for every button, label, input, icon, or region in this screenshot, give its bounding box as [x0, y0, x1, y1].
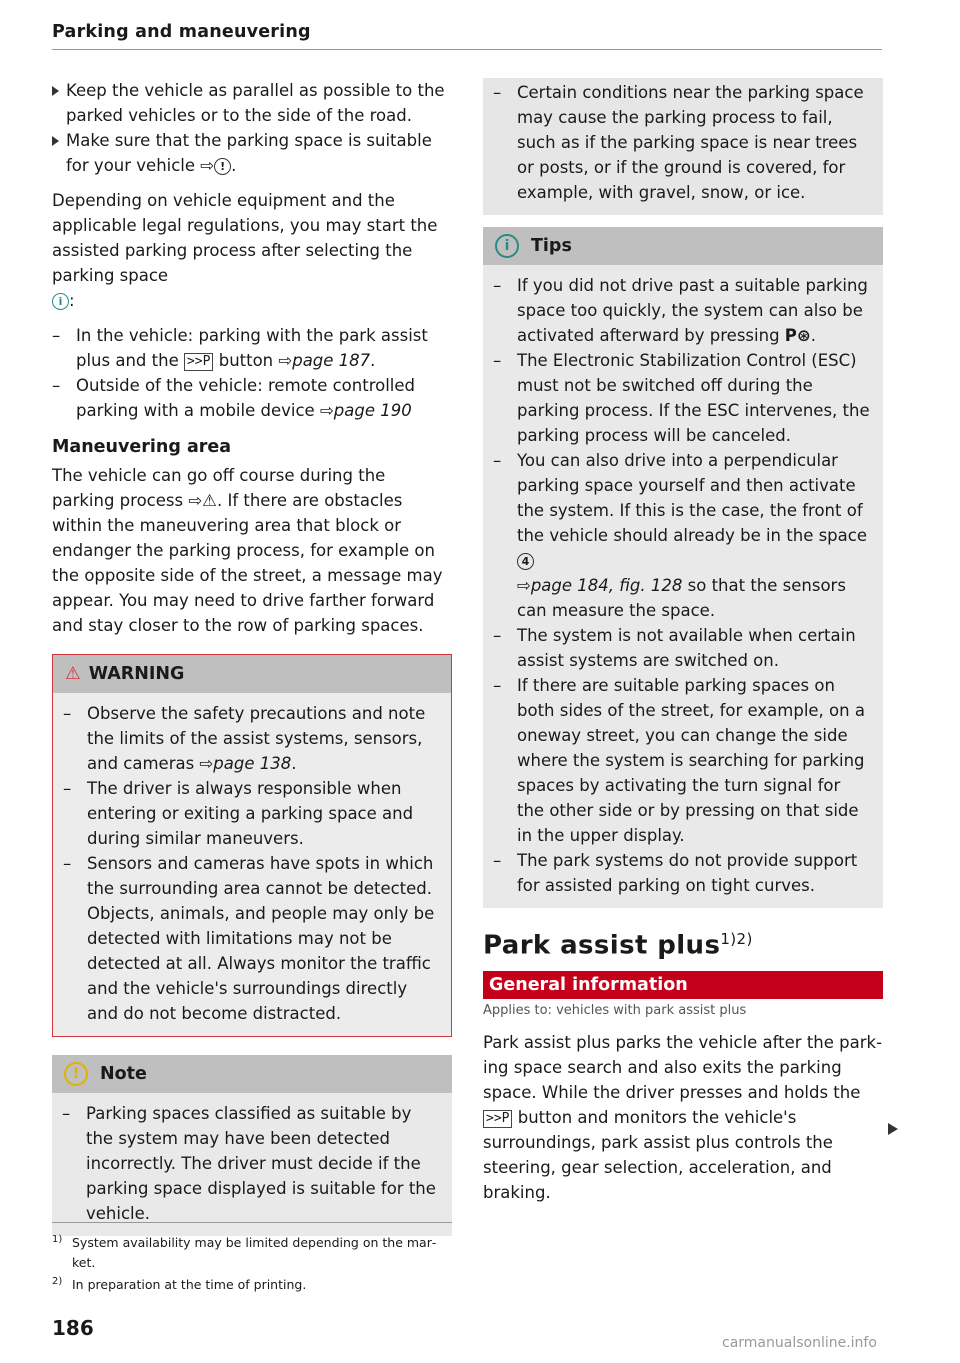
dash-mark: –: [493, 451, 502, 470]
dash-mark: –: [493, 83, 502, 102]
dash-mark: –: [52, 376, 61, 395]
page-link[interactable]: page 187: [292, 351, 371, 370]
dash-mark: –: [52, 326, 61, 345]
item-text: Sensors and cameras have spots in which the surrounding area cannot be detected. Objects, animals, and people may only be detected with limitations may not be detected at all. Always monitor the traffic and the vehicle's surroundings directly and do not become distracted.: [87, 854, 435, 1023]
header-title: Parking and maneuvering: [52, 22, 311, 42]
dash-mark: –: [493, 351, 502, 370]
footnotes: [52, 1222, 452, 1297]
watermark: carmanualsonline.info: [722, 1335, 877, 1351]
item-text: You can also drive into a perpendicular parking space yourself and then activate the system. If this is the case, the front of the vehicle should already be in the space: [517, 451, 867, 545]
dash-mark: –: [63, 704, 72, 723]
page-link[interactable]: page 138: [213, 754, 292, 773]
paragraph: [483, 1030, 883, 1205]
paragraph: [52, 463, 452, 638]
item-text: The Electronic Stabilization Control (ESC) must not be switched off during the parking process. If the ESC intervenes, the parking process will be canceled.: [517, 351, 870, 445]
warning-ref-icon[interactable]: ⚠: [202, 491, 217, 510]
warning-body: [52, 693, 452, 1037]
item-text: In the vehicle: parking with the park assist plus and the: [76, 326, 428, 370]
item-text: If there are suitable parking spaces on both sides of the street, for example, on a oneway street, you can change the side where the system is searching for parking spaces by activating the turn signal for the other side or by pressing on that side in the upper display.: [517, 676, 865, 845]
paragraph: [52, 188, 452, 313]
footnote-text: System availability may be limited depending on the market.: [72, 1235, 437, 1270]
list-item: [63, 701, 439, 776]
item-end: .: [810, 326, 816, 345]
dash-mark: –: [62, 1104, 71, 1123]
footnote: [52, 1233, 452, 1273]
note-header: [52, 1055, 452, 1093]
dash-mark: –: [493, 676, 502, 695]
bullet-item: Keep the vehicle as parallel as possible to the parked vehicles or to the side of the road.: [52, 78, 452, 128]
right-column: [483, 78, 883, 1205]
warning-triangle-icon: ⚠: [65, 664, 81, 684]
applies-to-note: Applies to: vehicles with park assist plus: [483, 1002, 747, 1018]
heading-text: Park assist plus: [483, 930, 721, 961]
section-subheading: Maneuvering area: [52, 437, 232, 457]
item-text: The park systems do not provide support for assisted parking on tight curves.: [517, 851, 858, 895]
para-text: . If there are obstacles within the maneuvering area that block or endanger the parking process, for example on the opposite side of the street, a message may appear. You may need to drive farther forward and stay closer to the row of parking spaces.: [52, 491, 443, 635]
warning-header: [52, 654, 452, 693]
list-item: [63, 851, 439, 1026]
list-item: [62, 1101, 440, 1226]
condition-box: [483, 78, 883, 215]
list-item: [493, 80, 871, 205]
tips-title: Tips: [531, 236, 572, 256]
para-text: Depending on vehicle equipment and the applicable legal regulations, you may start the assisted parking process after selecting the parking space: [52, 191, 438, 285]
figure-callout-icon: 4: [517, 553, 534, 570]
list-item: [493, 623, 871, 673]
list-item: [52, 323, 452, 373]
dash-mark: –: [493, 626, 502, 645]
bullet-end: .: [231, 156, 237, 175]
info-icon: i: [495, 234, 519, 258]
footnote: [52, 1275, 452, 1295]
dash-mark: –: [63, 854, 72, 873]
continue-arrow-icon: [888, 1123, 898, 1135]
section-heading: [483, 930, 883, 961]
dash-mark: –: [493, 851, 502, 870]
note-exclamation-icon: !: [64, 1062, 88, 1086]
para-text: button and monitors the vehicle's surroundings, park assist plus controls the steering, gear selection, acceleration, and braking.: [483, 1107, 833, 1202]
warning-title: WARNING: [88, 664, 185, 684]
note-box: [52, 1055, 452, 1236]
park-assist-button-symbol: P⊛: [784, 326, 811, 345]
item-text: ⇨: [517, 576, 531, 595]
page-number: 186: [52, 1316, 94, 1340]
info-ref-icon[interactable]: i: [52, 293, 69, 310]
page-link[interactable]: page 184, fig. 128: [530, 576, 683, 595]
tips-header: [483, 227, 883, 265]
warning-box: [52, 654, 452, 1037]
para-text: The vehicle can go off course during the parking process ⇨: [52, 466, 386, 510]
item-end: .: [291, 754, 297, 773]
item-text: If you did not drive past a suitable parking space too quickly, the system can also be activated afterward by pressing: [517, 276, 868, 345]
page-header: [52, 22, 882, 50]
item-end: .: [370, 351, 376, 370]
item-text: Outside of the vehicle: remote controlled parking with a mobile device ⇨: [76, 376, 416, 420]
left-column: [52, 78, 452, 1236]
footnote-mark: 1): [52, 1234, 63, 1245]
list-item: [493, 673, 871, 848]
footnote-mark: 2): [52, 1276, 63, 1287]
para-end: :: [69, 291, 75, 310]
tips-box: [483, 227, 883, 908]
heading-footnote-marks: 1)2): [720, 930, 753, 948]
note-title: Note: [100, 1064, 147, 1084]
page-link[interactable]: page 190: [333, 401, 412, 420]
dash-mark: –: [63, 779, 72, 798]
bullet-item: [52, 128, 452, 178]
para-text: Park assist plus parks the vehicle after the parking space search and also exits the parking space. While the driver presses and holds the: [483, 1032, 883, 1102]
bullet-text: Make sure that the parking space is suitable for your vehicle ⇨: [66, 131, 432, 175]
note-body: [52, 1093, 452, 1236]
list-item: [493, 848, 871, 898]
item-text: Observe the safety precautions and note the limits of the assist systems, sensors, and cameras ⇨: [87, 704, 426, 773]
item-text: Parking spaces classified as suitable by the system may have been detected incorrectly. The driver must decide if the parking space displayed is suitable for the vehicle.: [86, 1104, 436, 1223]
park-button-symbol: >>P: [483, 1110, 512, 1128]
list-item: [493, 448, 871, 623]
list-item: [493, 273, 871, 348]
list-item: [493, 348, 871, 448]
footnote-text: In preparation at the time of printing.: [72, 1277, 307, 1292]
list-item: [63, 776, 439, 851]
item-text: Certain conditions near the parking space may cause the parking process to fail, such as if the parking space is near trees or posts, or if the ground is covered, for example, with gravel, snow, or ice.: [517, 83, 864, 202]
item-text: so that the sensors can measure the space.: [517, 576, 846, 620]
dash-mark: –: [493, 276, 502, 295]
subsection-banner: General information: [483, 971, 883, 999]
item-text: button ⇨: [218, 351, 293, 370]
park-button-symbol: >>P: [184, 353, 213, 371]
note-ref-icon[interactable]: !: [214, 158, 231, 175]
item-text: The system is not available when certain assist systems are switched on.: [517, 626, 856, 670]
item-text: The driver is always responsible when entering or exiting a parking space and during similar maneuvers.: [87, 779, 414, 848]
list-item: [52, 373, 452, 423]
tips-body: [483, 265, 883, 908]
